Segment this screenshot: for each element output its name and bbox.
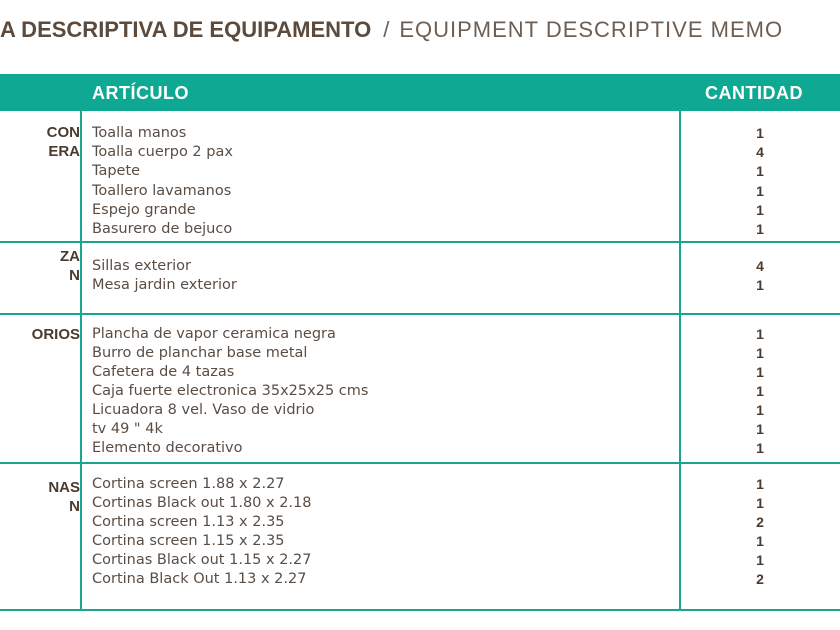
item-quantity: 1: [756, 476, 764, 492]
item-quantity: 1: [756, 383, 764, 399]
item-name: Burro de planchar base metal: [92, 345, 308, 361]
item-quantity: 1: [756, 440, 764, 456]
item-name: Mesa jardin exterior: [92, 277, 237, 294]
item-name: Cortina screen 1.15 x 2.35: [92, 532, 285, 549]
section-divider: [0, 313, 840, 315]
item-quantity: 1: [756, 421, 764, 437]
item-name: Elemento decorativo: [92, 440, 243, 456]
item-name: Sillas exterior: [92, 258, 192, 274]
item-quantity: 2: [756, 513, 764, 530]
section-divider: [0, 609, 840, 611]
item-quantity: 1: [756, 125, 764, 141]
item-quantity: 1: [756, 551, 764, 568]
item-quantity: 4: [756, 144, 764, 161]
section-category: CON ERA: [46, 124, 80, 160]
item-quantity: 1: [756, 532, 764, 549]
title-english: EQUIPMENT DESCRIPTIVE MEMO: [399, 17, 784, 42]
quantity-column-divider: [679, 111, 681, 610]
section-category: ORIOS: [31, 326, 80, 343]
item-name: Toallero lavamanos: [92, 182, 232, 199]
item-quantity: 2: [756, 570, 764, 587]
title-spanish: A DESCRIPTIVA DE EQUIPAMENTO: [0, 17, 372, 42]
item-name: Plancha de vapor ceramica negra: [92, 326, 336, 342]
item-name: Cortina screen 1.88 x 2.27: [92, 476, 285, 492]
item-quantity: 1: [756, 402, 764, 418]
item-quantity: 1: [756, 163, 764, 180]
item-name: Caja fuerte electronica 35x25x25 cms: [92, 383, 369, 399]
column-header-quantity: CANTIDAD: [705, 83, 803, 103]
section-divider: [0, 241, 840, 243]
item-name: Toalla manos: [92, 125, 187, 141]
column-header-article: ARTÍCULO: [92, 83, 189, 103]
item-name: Cortinas Black out 1.15 x 2.27: [92, 551, 312, 568]
item-quantity: 1: [756, 364, 764, 380]
item-name: Cortinas Black out 1.80 x 2.18: [92, 494, 312, 511]
item-quantity: 1: [756, 345, 764, 361]
item-quantity: 1: [756, 326, 764, 342]
item-name: Licuadora 8 vel. Vaso de vidrio: [92, 402, 315, 418]
section-divider: [0, 462, 840, 464]
item-name: tv 49 " 4k: [92, 421, 163, 437]
section-category: ZA N: [60, 248, 80, 284]
item-quantity: 1: [756, 221, 764, 237]
table-header: [0, 74, 840, 111]
item-name: Cortina screen 1.13 x 2.35: [92, 513, 285, 530]
item-quantity: 1: [756, 182, 764, 199]
category-column-divider: [80, 111, 82, 610]
item-name: Cafetera de 4 tazas: [92, 364, 235, 380]
item-quantity: 1: [756, 494, 764, 511]
title-separator: /: [383, 17, 390, 42]
item-name: Toalla cuerpo 2 pax: [92, 144, 233, 161]
section-category: NAS N: [48, 479, 80, 515]
item-quantity: 1: [756, 201, 764, 218]
item-quantity: 4: [756, 258, 764, 274]
item-name: Tapete: [92, 163, 141, 180]
item-name: Cortina Black Out 1.13 x 2.27: [92, 570, 307, 587]
document-title: [0, 17, 840, 47]
item-name: Espejo grande: [92, 201, 196, 218]
item-name: Basurero de bejuco: [92, 221, 233, 237]
item-quantity: 1: [756, 277, 764, 294]
